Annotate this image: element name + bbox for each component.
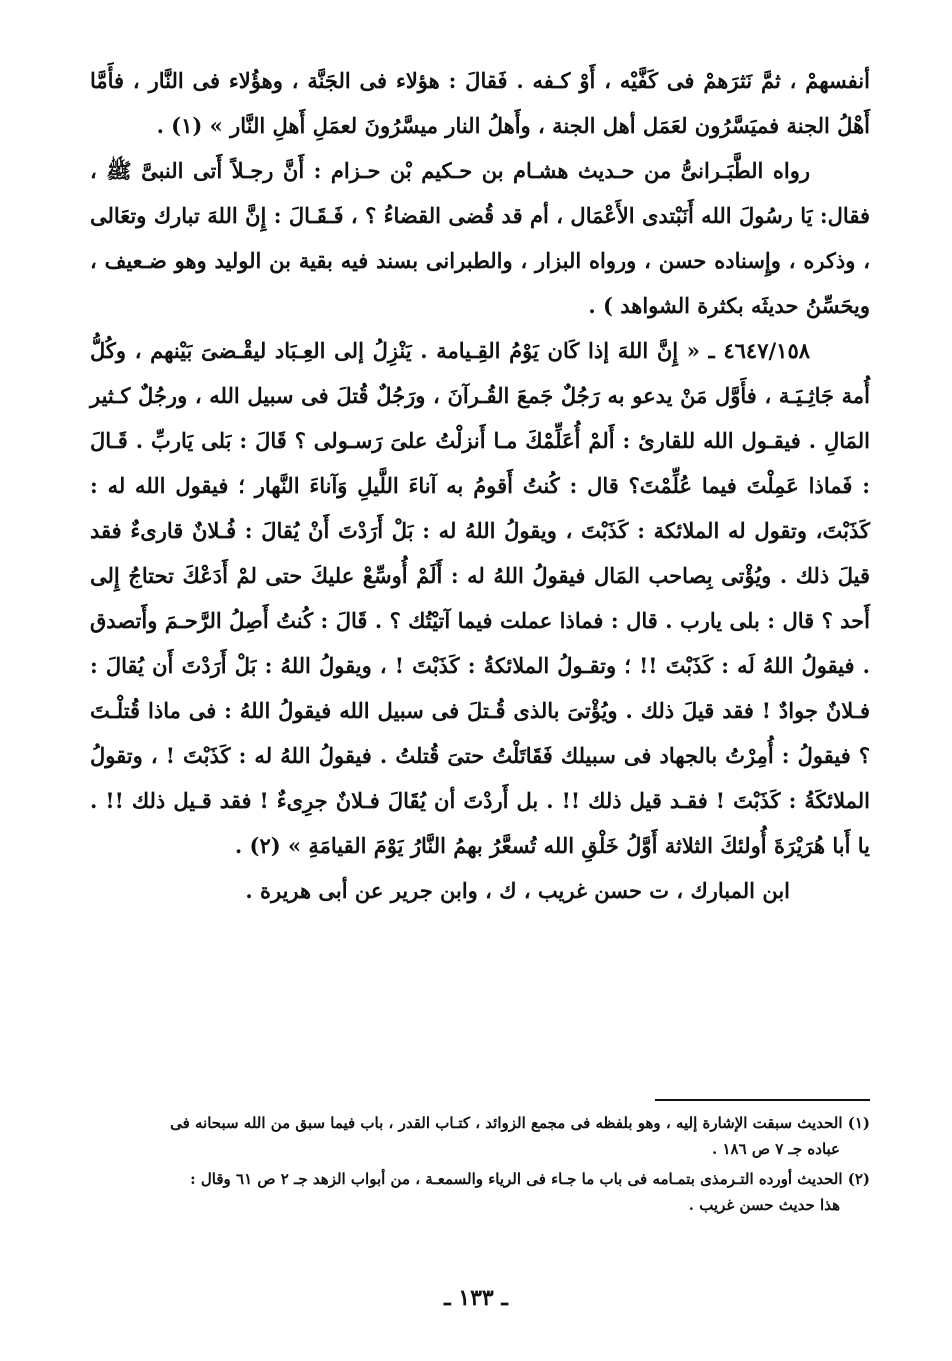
footnotes bbox=[95, 1110, 870, 1222]
paragraph-sources: ابن المبارك ، ت حسن غريب ، ك ، وابن جرير عن أبى هريرة . bbox=[245, 878, 790, 903]
main-text bbox=[90, 58, 870, 913]
footnote-1-line-2: عباده جـ ٧ ص ١٨٦ . bbox=[712, 1140, 840, 1158]
footnote-1 bbox=[95, 1110, 870, 1162]
footnote-2-line-1: (٢) الحديث أورده التـرمذى بتمـامه فى باب ما جـاء فى الرياء والسمعـة ، من أبواب الزهد جـ ٢ ص ٦١ وقال : bbox=[190, 1170, 870, 1188]
paragraph-hadith-4647: ٤٦٤٧/١٥٨ ـ « إِنَّ اللهَ إذا كَان يَوْمُ القِـيامة . يَنْزِلُ إلى العِـبَاد ليقْـضىَ بَيْنهم ، وكُلُّ أُمة جَاثِـيَـة ، فأَوَّل مَنْ يدعو به رَجُلٌ جَمعَ القُـرآنَ ، ورَجُلٌ قُتلَ فى سبيل الله ، ورجُلٌ كـثير المَالِ . فيقـول الله للقارئ : أَلمْ أُعَلِّمْكَ مـا أَنزلْتُ علىَ رَسـولى ؟ قَالَ : بَلى يَاربِّ . قَـالَ : فَماذا عَمِلْتَ فيما عُلِّمْتَ؟ قال : كُنتُ أَقومُ به آناءَ اللَّيلِ وَآناءَ النَّهار ؛ فيقول الله له : كَذَبْتَ، وتقول له الملائكة : كَذَبْتَ ، ويقولُ اللهُ له : بَلْ أَرَدْتَ أَنْ يُقالَ : فُـلانٌ قارىءٌ فقد قيلَ ذلك . ويُؤْتى بِصاحب المَال فيقولُ اللهُ له : أَلَمْ أُوسِّعْ عليكَ حتى لمْ أَدَعْكَ تحتاجُ إِلى أَحد ؟ قال : بلى يارب . قال : فماذا عملت فيما آتيْتُك ؟ . قَالَ : كُنتُ أَصِلُ الرَّحـمَ وأَتصدق . فيقولُ اللهُ لَه : كَذَبْتَ !! ؛ وتقـولُ الملائكةُ : كَذَبْتَ ! ، ويقولُ اللهُ : بَلْ أَرَدْتَ أَن يُقالَ : فـلانٌ جوادٌ ! فقد قيلَ ذلك . ويُؤْتىَ بالذى قُـتلَ فى سبيل الله فيقولُ اللهُ : فى ماذا قُتلْـتَ ؟ فيقولُ : أُمِرْتُ بالجهاد فى سبيلك فَقَاتَلْتُ حتىَ قُتلتُ . فيقولُ اللهُ له : كَذَبْتَ ! ، وتقولُ الملائكَةُ : كَذَبْتَ ! فقـد قيل ذلك !! . بل أَردْتَ أن يُقَالَ فـلانٌ جرِىءٌ ! فقد قـيل ذلك !! . يا أَبا هُرَيْرَةَ أُولئكَ الثلاثة أَوَّلُ خَلْقِ الله تُسعَّرُ بهمُ النَّارُ يَوْمَ القيامَةِ » (٢) . bbox=[90, 338, 870, 858]
footnote-divider bbox=[655, 1099, 870, 1101]
paragraph-tabarani-narration: رواه الطَّبَـرانىُّ من حـديث هشـام بن حـكيم بْن حـزام : أَنَّ رجـلاً أَتى النبىَّ ﷺ ، فقال: يَا رسُولَ الله أَنَبْتدى الأَعْمَال ، أم قد قُضى القضاءُ ؟ ، فَـقَـالَ : إِنَّ اللهَ تبارك وتعَالى ، وذكره ، وإِسناده حسن ، ورواه البزار ، والطبرانى بسند فيه بقية بن الوليد وهو ضـعيف ، ويحَسِّنُ حديثَه بكثرة الشواهد ) . bbox=[90, 158, 870, 318]
footnote-2-line-2: هذا حديث حسن غريب . bbox=[688, 1196, 840, 1214]
page-number: ـ ١٣٣ ـ bbox=[444, 1285, 508, 1311]
footnote-1-line-1: (١) الحديث سبقت الإشارة إليه ، وهو بلفظه فى مجمع الزوائد ، كتـاب القدر ، باب فيما سبق من الله سبحانه فى bbox=[170, 1114, 870, 1132]
footnote-2 bbox=[95, 1166, 870, 1218]
paragraph-hadith-continuation: أنفسهمْ ، ثمَّ نَثرَهمْ فى كَفَّيْه ، أَوْ كـفه . فَقالَ : هؤلاء فى الجَنَّة ، وهؤُلاء فى النَّار ، فأَمَّا أَهْلُ الجنة فميَسَّرُون لعَمَل أهل الجنة ، وأَهلُ النار ميسَّرُونَ لعمَلِ أَهلِ النَّار » (١) . bbox=[90, 68, 870, 138]
